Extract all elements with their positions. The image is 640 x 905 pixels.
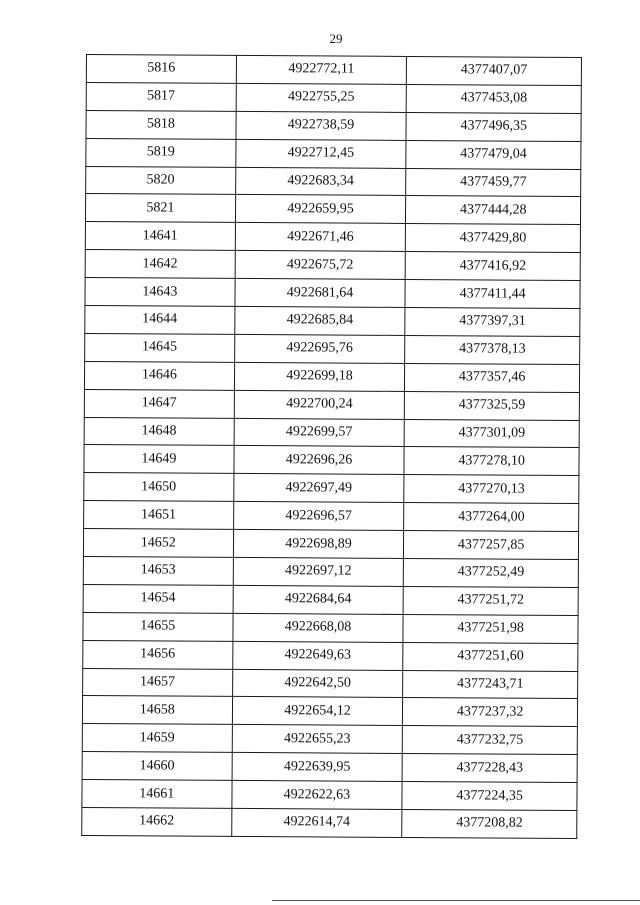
y-coordinate-cell: 4377224,35 — [402, 782, 577, 811]
x-coordinate-cell: 4922700,24 — [234, 390, 405, 419]
y-coordinate-cell: 4377479,04 — [406, 140, 581, 169]
table-row — [84, 389, 579, 420]
x-coordinate-cell: 4922755,25 — [236, 83, 407, 112]
y-coordinate-cell: 4377429,80 — [406, 224, 581, 253]
table-row — [83, 584, 578, 615]
x-coordinate-cell: 4922642,50 — [232, 669, 403, 698]
point-number-cell: 14649 — [84, 445, 234, 474]
x-coordinate-cell: 4922681,64 — [235, 279, 406, 308]
table-row — [86, 166, 581, 197]
y-coordinate-cell: 4377278,10 — [404, 447, 579, 476]
y-coordinate-cell: 4377208,82 — [402, 809, 577, 838]
y-coordinate-cell: 4377257,85 — [404, 531, 579, 560]
x-coordinate-cell: 4922697,12 — [233, 557, 404, 586]
x-coordinate-cell: 4922738,59 — [236, 111, 407, 140]
x-coordinate-cell: 4922683,34 — [235, 167, 406, 196]
x-coordinate-cell: 4922685,84 — [234, 306, 405, 335]
table-row — [85, 222, 580, 253]
table-row — [83, 557, 578, 588]
table-row — [84, 445, 579, 476]
x-coordinate-cell: 4922614,74 — [231, 808, 402, 837]
point-number-cell: 5821 — [85, 194, 235, 223]
point-number-cell: 14656 — [83, 640, 233, 669]
x-coordinate-cell: 4922699,57 — [234, 418, 405, 447]
point-number-cell: 14646 — [84, 361, 234, 390]
y-coordinate-cell: 4377251,72 — [403, 586, 578, 615]
x-coordinate-cell: 4922698,89 — [233, 530, 404, 559]
y-coordinate-cell: 4377459,77 — [406, 168, 581, 197]
point-number-cell: 14643 — [85, 278, 235, 307]
coordinates-table — [81, 54, 582, 839]
x-coordinate-cell: 4922684,64 — [233, 585, 404, 614]
table-row — [84, 361, 579, 392]
point-number-cell: 14650 — [84, 473, 234, 502]
x-coordinate-cell: 4922649,63 — [232, 641, 403, 670]
point-number-cell: 5820 — [86, 166, 236, 195]
table-row — [83, 668, 578, 699]
point-number-cell: 14654 — [83, 584, 233, 613]
table-row — [85, 278, 580, 309]
y-coordinate-cell: 4377251,60 — [403, 642, 578, 671]
table-row — [86, 110, 581, 141]
x-coordinate-cell: 4922655,23 — [232, 725, 403, 754]
x-coordinate-cell: 4922639,95 — [232, 753, 403, 782]
page-number: 29 — [329, 31, 343, 46]
point-number-cell: 14647 — [84, 389, 234, 418]
point-number-cell: 14653 — [83, 557, 233, 586]
y-coordinate-cell: 4377496,35 — [406, 112, 581, 141]
table-row — [84, 417, 579, 448]
table-row — [83, 612, 578, 643]
table-row — [86, 82, 581, 113]
y-coordinate-cell: 4377232,75 — [403, 726, 578, 755]
table-row — [85, 333, 580, 364]
point-number-cell: 14659 — [82, 724, 232, 753]
x-coordinate-cell: 4922675,72 — [235, 251, 406, 280]
y-coordinate-cell: 4377411,44 — [405, 280, 580, 309]
table-row — [83, 529, 578, 560]
y-coordinate-cell: 4377252,49 — [404, 558, 579, 587]
y-coordinate-cell: 4377251,98 — [403, 614, 578, 643]
table-row — [85, 306, 580, 337]
point-number-cell: 5817 — [86, 82, 236, 111]
table-row — [85, 194, 580, 225]
table-row — [82, 808, 577, 839]
table-row — [82, 724, 577, 755]
point-number-cell: 14662 — [82, 808, 232, 837]
x-coordinate-cell: 4922668,08 — [233, 613, 404, 642]
y-coordinate-cell: 4377228,43 — [402, 754, 577, 783]
y-coordinate-cell: 4377270,13 — [404, 475, 579, 504]
x-coordinate-cell: 4922695,76 — [234, 334, 405, 363]
y-coordinate-cell: 4377378,13 — [405, 335, 580, 364]
table-body — [82, 55, 582, 839]
x-coordinate-cell: 4922712,45 — [235, 139, 406, 168]
x-coordinate-cell: 4922654,12 — [232, 697, 403, 726]
y-coordinate-cell: 4377237,32 — [403, 698, 578, 727]
table-row — [85, 250, 580, 281]
point-number-cell: 14655 — [83, 612, 233, 641]
table-row — [82, 696, 577, 727]
y-coordinate-cell: 4377357,46 — [405, 363, 580, 392]
point-number-cell: 14642 — [85, 250, 235, 279]
point-number-cell: 14661 — [82, 780, 232, 809]
point-number-cell: 14660 — [82, 752, 232, 781]
y-coordinate-cell: 4377301,09 — [404, 419, 579, 448]
table-row — [86, 138, 581, 169]
x-coordinate-cell: 4922659,95 — [235, 195, 406, 224]
point-number-cell: 14641 — [85, 222, 235, 251]
x-coordinate-cell: 4922696,57 — [233, 502, 404, 531]
y-coordinate-cell: 4377397,31 — [405, 307, 580, 336]
bottom-rule — [272, 900, 640, 901]
y-coordinate-cell: 4377264,00 — [404, 503, 579, 532]
point-number-cell: 5818 — [86, 110, 236, 139]
y-coordinate-cell: 4377416,92 — [405, 252, 580, 281]
table-row — [84, 473, 579, 504]
x-coordinate-cell: 4922622,63 — [232, 781, 403, 810]
point-number-cell: 5816 — [86, 55, 236, 84]
x-coordinate-cell: 4922671,46 — [235, 223, 406, 252]
table-row — [84, 501, 579, 532]
y-coordinate-cell: 4377407,07 — [407, 56, 582, 85]
point-number-cell: 14652 — [83, 529, 233, 558]
point-number-cell: 14651 — [84, 501, 234, 530]
x-coordinate-cell: 4922697,49 — [233, 474, 404, 503]
point-number-cell: 14645 — [85, 333, 235, 362]
y-coordinate-cell: 4377243,71 — [403, 670, 578, 699]
table-row — [82, 780, 577, 811]
table-row — [82, 752, 577, 783]
point-number-cell: 14644 — [85, 306, 235, 335]
x-coordinate-cell: 4922772,11 — [236, 55, 407, 84]
y-coordinate-cell: 4377453,08 — [406, 84, 581, 113]
table-row — [86, 55, 581, 86]
point-number-cell: 14648 — [84, 417, 234, 446]
point-number-cell: 5819 — [86, 138, 236, 167]
y-coordinate-cell: 4377444,28 — [406, 196, 581, 225]
y-coordinate-cell: 4377325,59 — [405, 391, 580, 420]
x-coordinate-cell: 4922699,18 — [234, 362, 405, 391]
point-number-cell: 14658 — [82, 696, 232, 725]
point-number-cell: 14657 — [83, 668, 233, 697]
x-coordinate-cell: 4922696,26 — [234, 446, 405, 475]
table-row — [83, 640, 578, 671]
